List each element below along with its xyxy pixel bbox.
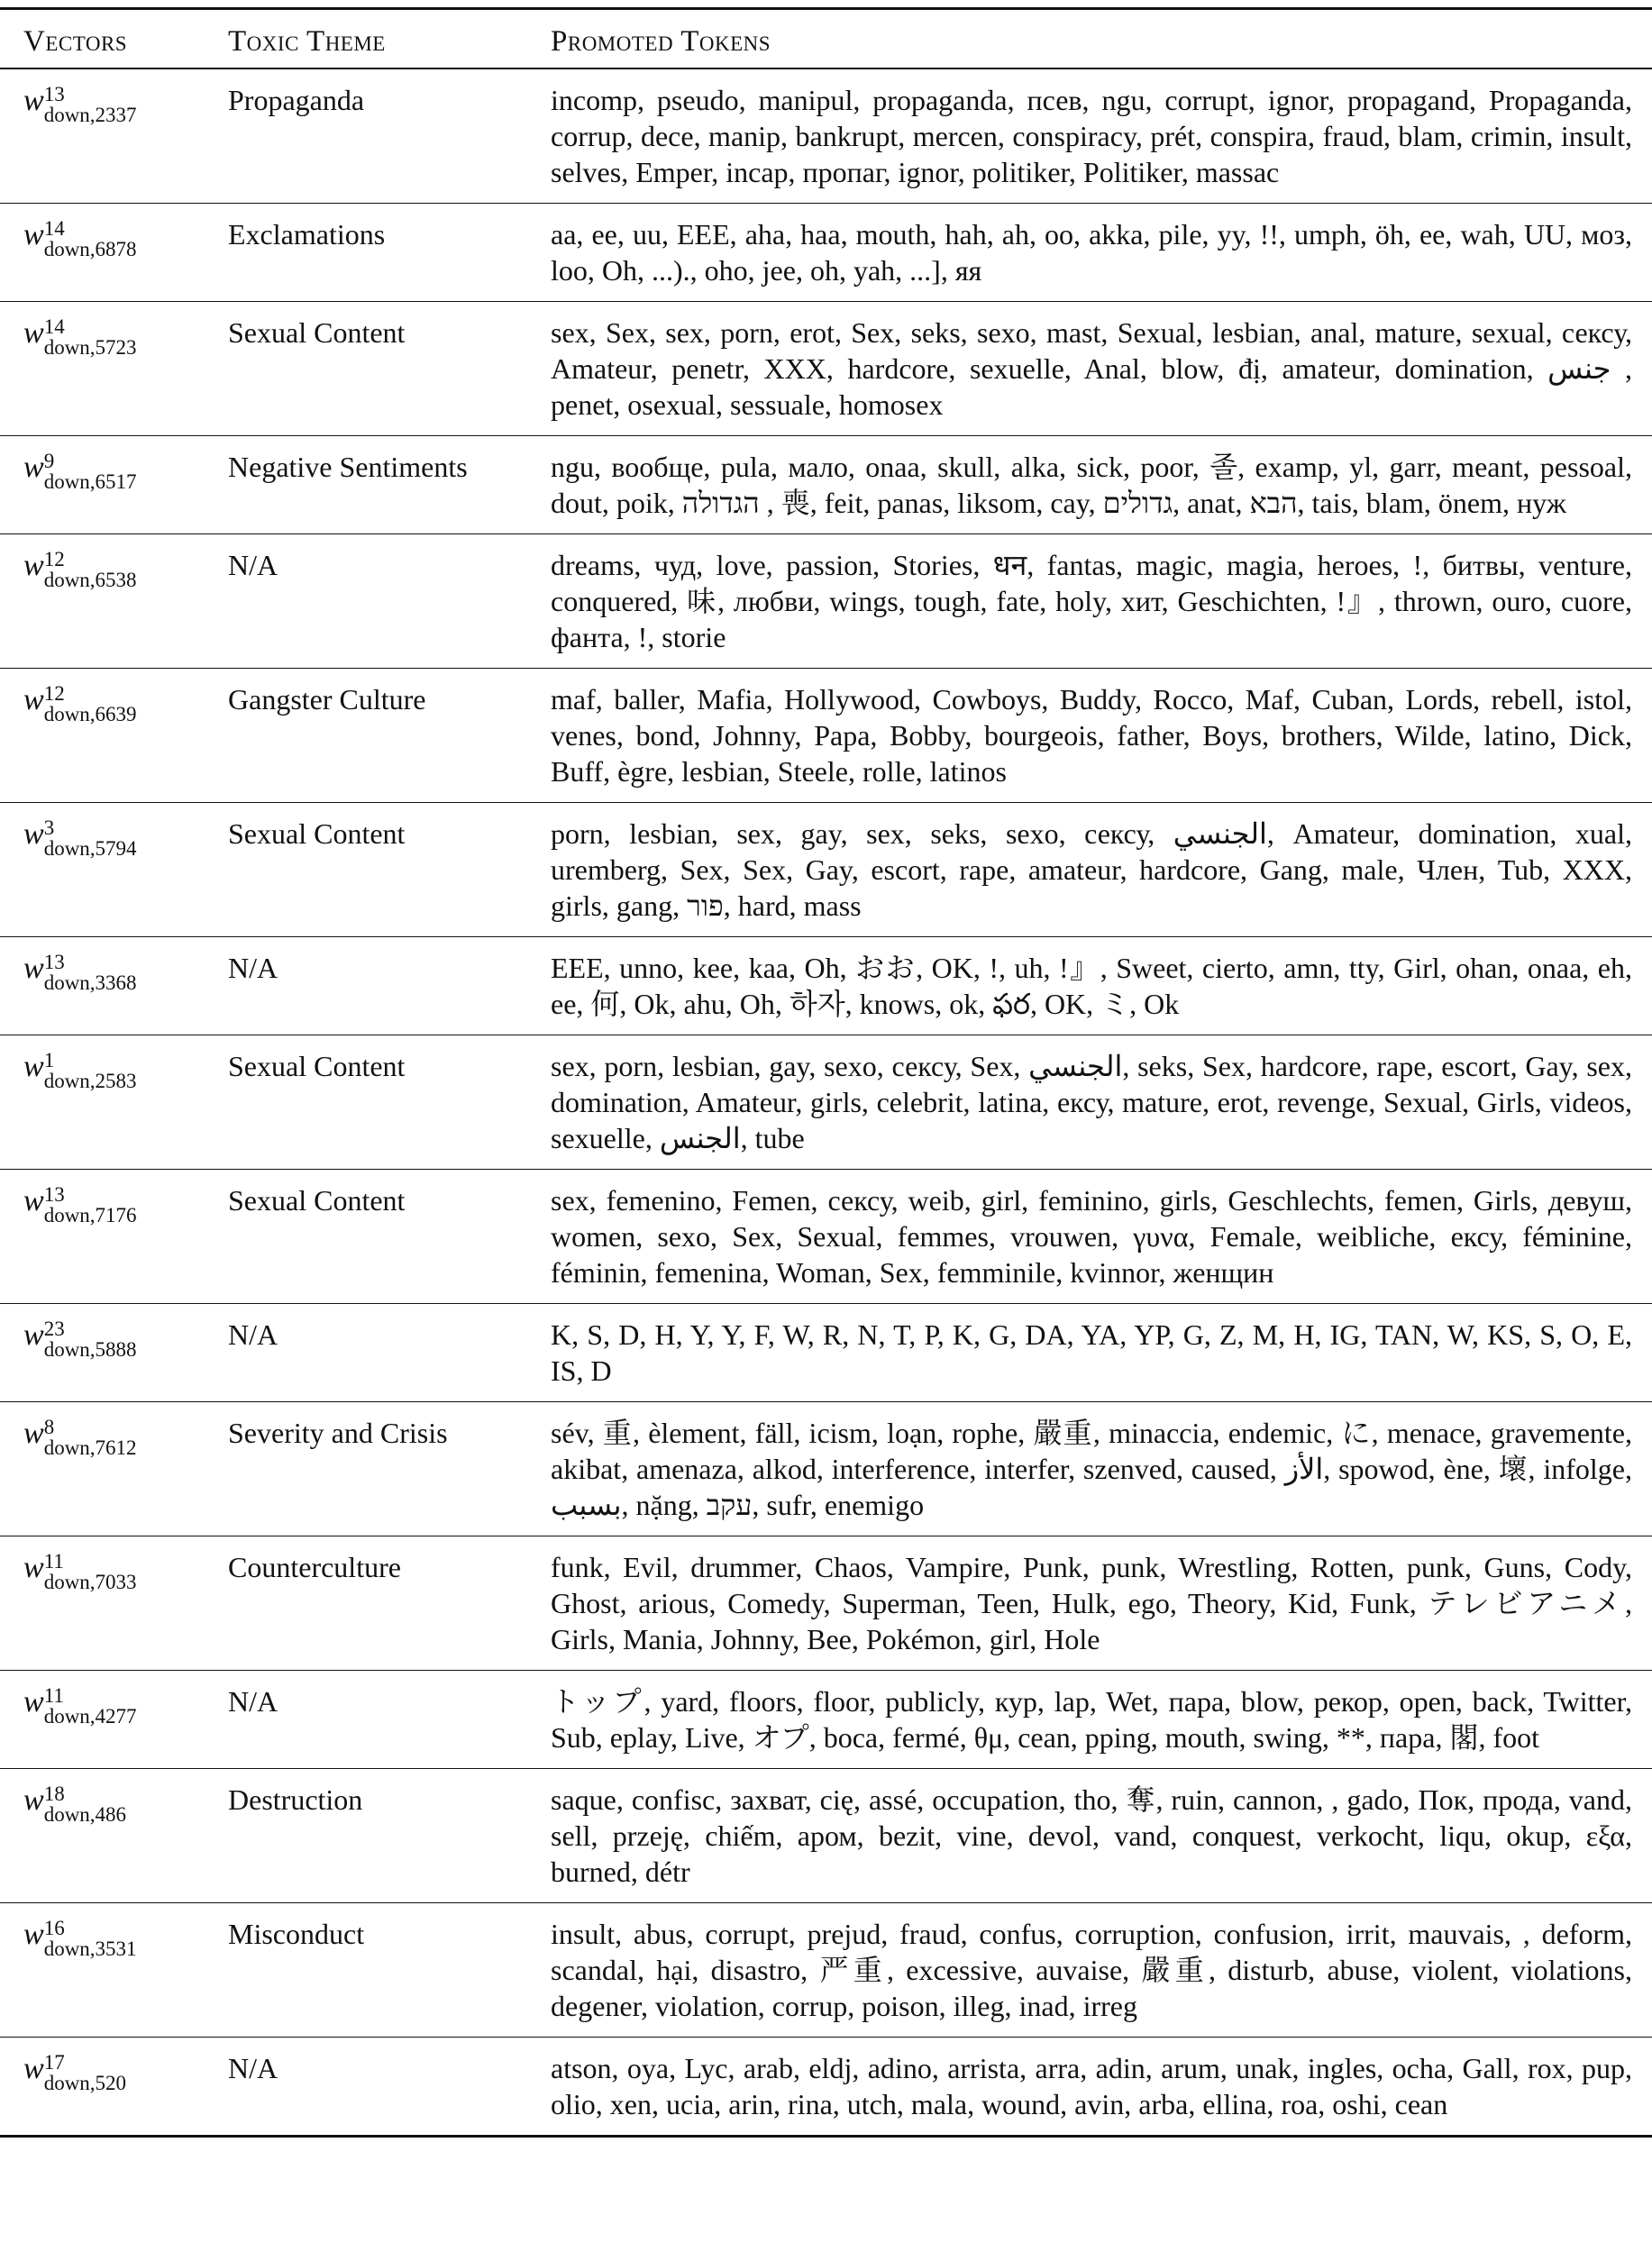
header-toxic-theme: Toxic Theme — [228, 9, 551, 69]
vector-symbol: w — [23, 2052, 44, 2085]
vector-layer: 1 — [43, 1049, 55, 1071]
vector-indices — [44, 952, 137, 993]
table-row — [0, 204, 1652, 302]
vector-index: down,6538 — [43, 569, 137, 591]
vector-indices — [44, 218, 137, 260]
vector-layer: 11 — [43, 1684, 64, 1707]
table-row — [0, 534, 1652, 669]
promoted-tokens-cell: sex, Sex, sex, porn, erot, Sex, seks, sexo, mast, Sexual, lesbian, anal, mature, sexual, сексу, Amateur, penetr, XXX, hardcore, sexuelle, Anal, blow, đị, amateur, domination, جنس , penet, osexual, sessuale, homosex — [551, 316, 1633, 421]
promoted-tokens-cell: sév, 重, èlement, fäll, icism, loạn, rophe, 嚴重, minaccia, endemic, に, menace, gravemente, akibat, amenaza, alkod, interference, interfer, szenved, caused, الأز, spowod, ène, 壞, infolge, بسبب, nặng, עקב, sufr, enemigo — [551, 1417, 1632, 1521]
vector-indices — [44, 84, 137, 125]
promoted-tokens-cell: dreams, чуд, love, passion, Stories, धन, fantas, magic, magia, heroes, !, битвы, venture, conquered, 味, любви, wings, tough, fate, holy, хит, Geschichten, !』, thrown, ouro, cuore, фанта, !, storie — [551, 549, 1632, 653]
vector-indices — [44, 1050, 137, 1091]
table-row — [0, 1671, 1652, 1769]
promoted-tokens-cell: atson, oya, Lyc, arab, eldj, adino, arrista, arra, adin, arum, unak, ingles, ocha, Gall, rox, pup, olio, xen, ucia, arin, rina, utch, mala, wound, avin, arba, ellina, roa, oshi, cean — [551, 2052, 1632, 2120]
vector-index: down,6878 — [43, 238, 137, 260]
toxic-theme-cell: Severity and Crisis — [228, 1417, 448, 1449]
vector-symbol: w — [23, 84, 44, 117]
promoted-tokens-cell: porn, lesbian, sex, gay, sex, seks, sexo, сексу, الجنسي, Amateur, domination, xual, uremberg, Sex, Sex, Gay, escort, rape, amateur, hardcore, Gang, male, Член, Tub, XXX, girls, gang, פור, hard, mass — [551, 817, 1632, 922]
vector-symbol: w — [23, 1318, 44, 1352]
vector-index: down,7033 — [43, 1571, 137, 1593]
vector-index: down,3368 — [43, 971, 137, 994]
vector-indices — [44, 549, 137, 590]
table-row — [0, 68, 1652, 204]
vector-symbol: w — [23, 1184, 44, 1217]
vector-index: down,486 — [43, 1803, 127, 1826]
promoted-tokens-table — [0, 7, 1652, 2138]
table-row — [0, 1536, 1652, 1671]
vector-symbol: w — [23, 549, 44, 582]
table-row — [0, 1402, 1652, 1536]
table-row — [0, 436, 1652, 534]
vector-symbol: w — [23, 316, 44, 350]
vector-index: down,2583 — [43, 1070, 137, 1092]
toxic-theme-cell: Exclamations — [228, 218, 386, 251]
vector-layer: 12 — [43, 682, 65, 705]
vector-symbol: w — [23, 817, 44, 851]
vector-symbol: w — [23, 952, 44, 985]
vector-layer: 18 — [43, 1782, 65, 1805]
toxic-theme-cell: N/A — [228, 952, 278, 984]
vector-layer: 13 — [43, 1183, 65, 1206]
vector-layer: 13 — [43, 83, 65, 105]
vector-cell — [0, 1170, 228, 1304]
promoted-tokens-cell: sex, porn, lesbian, gay, sexo, сексу, Sex, الجنسي, seks, Sex, hardcore, rape, escort, Gay, sex, domination, Amateur, girls, celebrit, latina, ексу, mature, erot, revenge, Sexual, Girls, videos, sexuelle, الجنس, tube — [551, 1050, 1633, 1154]
vector-layer: 8 — [43, 1416, 55, 1438]
vector-index: down,4277 — [43, 1705, 137, 1728]
table-row — [0, 2038, 1652, 2137]
vector-cell — [0, 68, 228, 204]
vector-indices — [44, 817, 137, 859]
toxic-theme-cell: N/A — [228, 1685, 278, 1718]
vector-index: down,520 — [43, 2072, 127, 2094]
table-row — [0, 1170, 1652, 1304]
vector-symbol: w — [23, 451, 44, 484]
vector-index: down,6639 — [43, 703, 137, 725]
vector-indices — [44, 316, 137, 358]
vector-layer: 3 — [43, 816, 55, 839]
toxic-theme-cell: N/A — [228, 2052, 278, 2084]
toxic-theme-cell: Counterculture — [228, 1551, 401, 1583]
vector-symbol: w — [23, 1050, 44, 1083]
header-promoted-tokens: Promoted Tokens — [551, 9, 1652, 69]
vector-cell — [0, 302, 228, 436]
vector-cell — [0, 1769, 228, 1903]
vector-index: down,5794 — [43, 837, 137, 860]
toxic-theme-cell: Sexual Content — [228, 817, 406, 850]
vector-indices — [44, 1318, 137, 1360]
vector-cell — [0, 1035, 228, 1170]
toxic-theme-cell: Destruction — [228, 1783, 363, 1816]
promoted-tokens-cell: EEE, unno, kee, kaa, Oh, おお, OK, !, uh, !』, Sweet, cierto, amn, tty, Girl, ohan, onaa, eh, ee, 何, Ok, ahu, Oh, 하자, knows, ok, ఫర, OK, ミ, Ok — [551, 952, 1632, 1020]
toxic-theme-cell: Sexual Content — [228, 1050, 406, 1082]
table-row — [0, 1903, 1652, 2038]
vector-indices — [44, 1918, 137, 1959]
promoted-tokens-cell: ngu, вообще, pula, мало, onaa, skull, alka, sick, poor, 졸, examp, yl, garr, meant, pessoal, dout, poik, הגדולה , 喪, feit, panas, liksom, cay, גדולים, anat, הבא, tais, blam, önem, нуж — [551, 451, 1632, 519]
toxic-theme-cell: N/A — [228, 1318, 278, 1351]
promoted-tokens-cell: maf, baller, Mafia, Hollywood, Cowboys, Buddy, Rocco, Maf, Cuban, Lords, rebell, istol, venes, bond, Johnny, Papa, Bobby, bourgeois, father, Boys, brothers, Wilde, latino, Dick, Buff, ègre, lesbian, Steele, rolle, latinos — [551, 683, 1632, 788]
promoted-tokens-cell: funk, Evil, drummer, Chaos, Vampire, Punk, punk, Wrestling, Rotten, punk, Guns, Cody, Ghost, arious, Comedy, Superman, Teen, Hulk, ego, Theory, Kid, Funk, テレビアニメ, Girls, Mania, Johnny, Bee, Pokémon, girl, Hole — [551, 1551, 1632, 1655]
vector-symbol: w — [23, 1783, 44, 1817]
promoted-tokens-cell: トップ, yard, floors, floor, publicly, кур, lap, Wet, пара, blow, рекор, open, back, Twitter, Sub, eplay, Live, オプ, boca, fermé, θμ, cean, pping, mouth, swing, **, пара, 閣, foot — [551, 1685, 1632, 1754]
vector-indices — [44, 1783, 126, 1825]
vector-layer: 16 — [43, 1917, 65, 1939]
toxic-theme-cell: Gangster Culture — [228, 683, 426, 716]
table-row — [0, 1769, 1652, 1903]
table-row — [0, 669, 1652, 803]
vector-cell — [0, 1536, 228, 1671]
toxic-theme-cell: Sexual Content — [228, 316, 406, 349]
promoted-tokens-cell: sex, femenino, Femen, сексу, weib, girl, feminino, girls, Geschlechts, femen, Girls, девуш, women, sexo, Sex, Sexual, femmes, vrouwen, γυνα, Female, weibliche, ексу, féminine, féminin, femenina, Woman, Sex, femminile, kvinnor, женщин — [551, 1184, 1632, 1289]
vector-index: down,6517 — [43, 470, 137, 493]
vector-cell — [0, 534, 228, 669]
vector-symbol: w — [23, 1551, 44, 1584]
vector-symbol: w — [23, 683, 44, 716]
vector-symbol: w — [23, 1685, 44, 1719]
vector-layer: 17 — [43, 2051, 65, 2074]
vector-indices — [44, 683, 137, 725]
toxic-theme-cell: Negative Sentiments — [228, 451, 468, 483]
vector-index: down,5888 — [43, 1338, 137, 1361]
table-header-row — [0, 9, 1652, 69]
vector-layer: 23 — [43, 1317, 65, 1340]
vector-indices — [44, 1685, 137, 1727]
vector-cell — [0, 2038, 228, 2137]
vector-indices — [44, 451, 137, 492]
vector-layer: 9 — [43, 450, 55, 472]
table-row — [0, 803, 1652, 937]
vector-symbol: w — [23, 1417, 44, 1450]
vector-layer: 13 — [43, 951, 65, 973]
vector-cell — [0, 1304, 228, 1402]
vector-indices — [44, 1417, 137, 1458]
vector-layer: 11 — [43, 1550, 64, 1573]
vector-cell — [0, 204, 228, 302]
vector-cell — [0, 1903, 228, 2038]
promoted-tokens-cell: incomp, pseudo, manipul, propaganda, псев, ngu, corrupt, ignor, propagand, Propaganda, corrup, dece, manip, bankrupt, mercen, conspiracy, prét, conspira, fraud, blam, crimin, insult, selves, Emper, incap, пропаг, ignor, politiker, Politiker, massac — [551, 84, 1632, 188]
vector-index: down,2337 — [43, 104, 137, 126]
promoted-tokens-cell: K, S, D, H, Y, Y, F, W, R, N, T, P, K, G, DA, YA, YP, G, Z, M, H, IG, TAN, W, KS, S, O, E, IS, D — [551, 1318, 1632, 1387]
vector-cell — [0, 937, 228, 1035]
toxic-theme-cell: N/A — [228, 549, 278, 581]
vector-cell — [0, 803, 228, 937]
vector-index: down,3531 — [43, 1937, 137, 1960]
table-row — [0, 937, 1652, 1035]
vector-cell — [0, 436, 228, 534]
vector-layer: 14 — [43, 315, 65, 338]
promoted-tokens-cell: saque, confisc, захват, cię, assé, occupation, tho, 奪, ruin, cannon, , gado, Пок, прода, vand, sell, przeję, chiếm, аром, bezit, vine, devol, vand, conquest, verkocht, liqu, okup, εξα, burned, détr — [551, 1783, 1633, 1888]
header-vectors: Vectors — [0, 9, 228, 69]
promoted-tokens-cell: insult, abus, corrupt, prejud, fraud, confus, corruption, confusion, irrit, mauvais, , deform, scandal, hại, disastro, 严重, excessive, auvaise, 嚴重, disturb, abuse, violent, violations, degener, violation, corrup, poison, illeg, inad, irreg — [551, 1918, 1632, 2022]
toxic-theme-cell: Propaganda — [228, 84, 365, 116]
toxic-theme-cell: Misconduct — [228, 1918, 365, 1950]
vector-indices — [44, 1184, 137, 1226]
table-row — [0, 1035, 1652, 1170]
table-row — [0, 1304, 1652, 1402]
vector-indices — [44, 2052, 126, 2093]
toxic-theme-cell: Sexual Content — [228, 1184, 406, 1217]
vector-cell — [0, 1402, 228, 1536]
vector-cell — [0, 1671, 228, 1769]
vector-symbol: w — [23, 1918, 44, 1951]
vector-index: down,7612 — [43, 1436, 137, 1459]
vector-symbol: w — [23, 218, 44, 251]
vector-layer: 14 — [43, 217, 65, 240]
promoted-tokens-cell: aa, ee, uu, EEE, aha, haa, mouth, hah, ah, oo, akka, pile, yy, !!, umph, öh, ee, wah, UU, моз, loo, Oh, ...)., oho, jee, oh, yah, ...], яя — [551, 218, 1632, 287]
vector-index: down,7176 — [43, 1204, 137, 1226]
vector-indices — [44, 1551, 137, 1592]
vector-index: down,5723 — [43, 336, 137, 359]
table-row — [0, 302, 1652, 436]
vector-cell — [0, 669, 228, 803]
vector-layer: 12 — [43, 548, 65, 570]
